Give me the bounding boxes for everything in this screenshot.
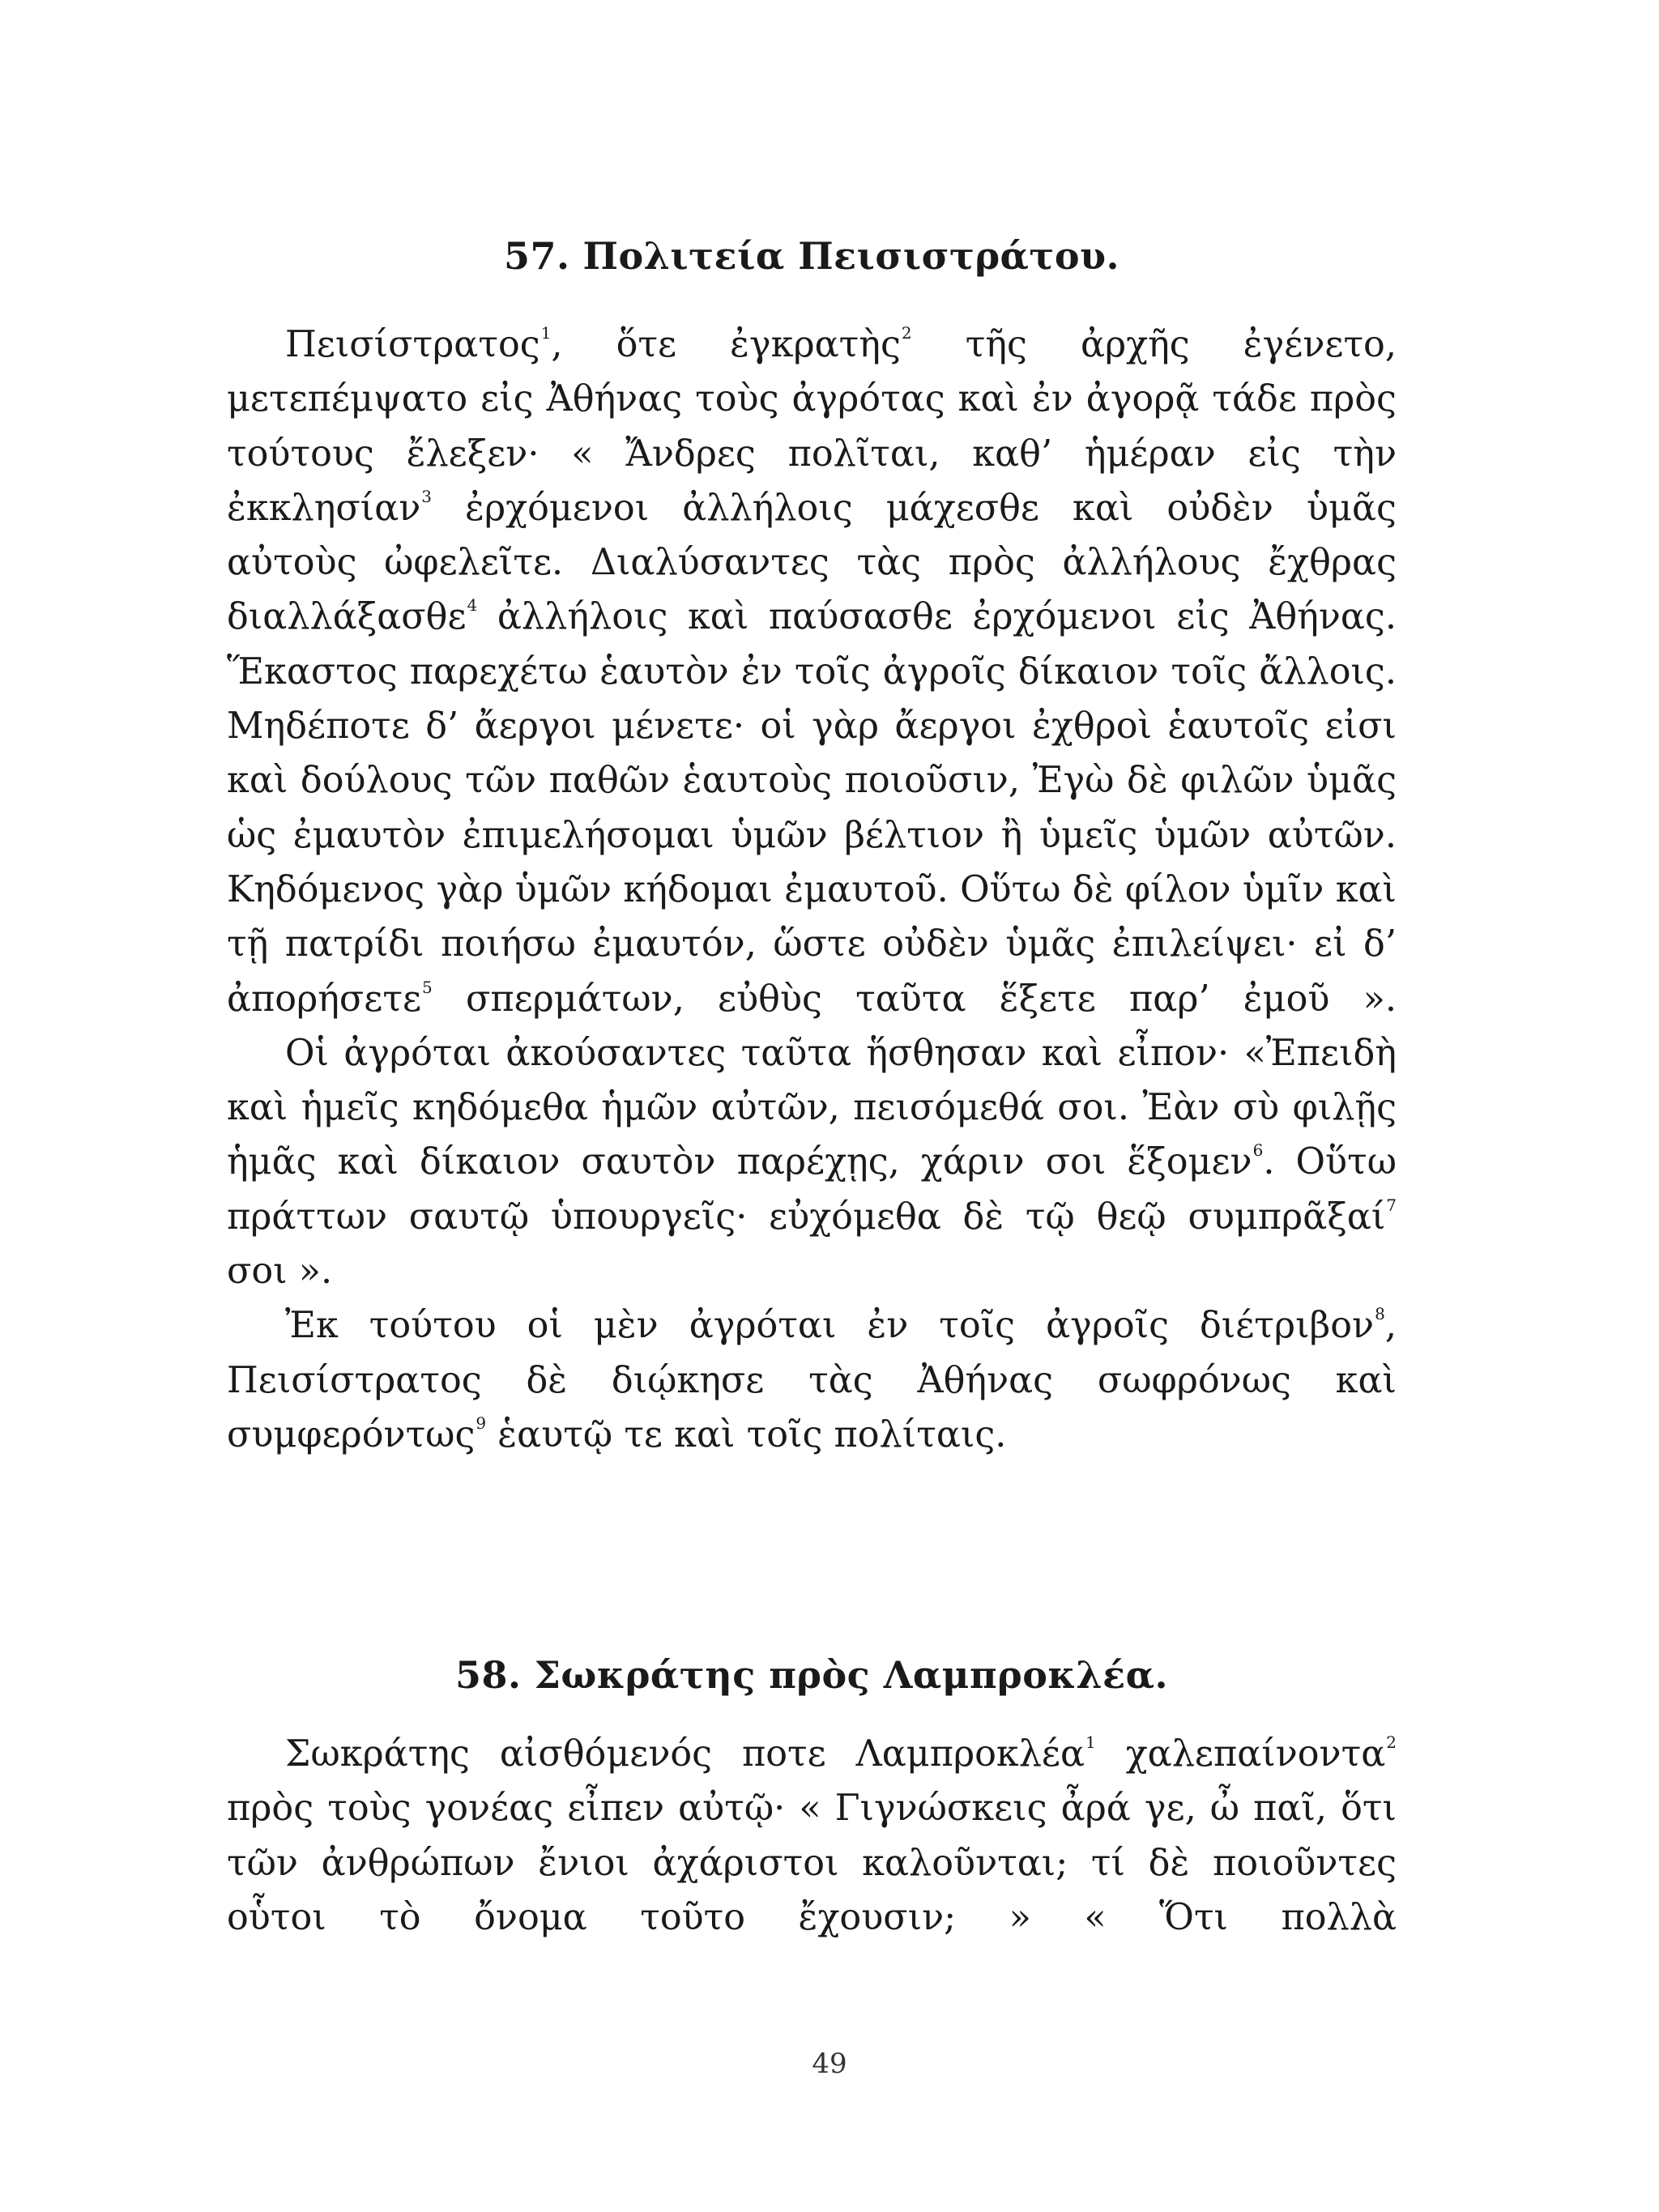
paragraph: [227, 318, 1397, 1026]
text-run: ἐρχόμενοι ἀλλήλοις μάχεσθε καὶ οὐδὲν ὑμᾶς αὐτοὺς ὠφελεῖτε. Διαλύσαντες τὰς πρὸς ἀλλήλους ἔχθρας διαλλάξασθε: [227, 487, 1397, 638]
section-title: Σωκράτης πρὸς Λαμπροκλέα.: [534, 1653, 1168, 1698]
text-run: σοι ».: [227, 1251, 333, 1293]
text-run: Σωκράτης αἰσθόμενός ποτε Λαμπροκλέα: [285, 1733, 1085, 1775]
section-heading-58: [227, 1651, 1397, 1699]
footnote-marker: 4: [467, 595, 478, 616]
footnote-marker: 8: [1375, 1304, 1385, 1324]
text-run: τῆς ἀρχῆς ἐγένετο, μετεπέμψατο εἰς Ἀθήνας τοὺς ἀγρότας καὶ ἐν ἀγορᾷ τάδε πρὸς τούτους ἔλεξεν· « Ἄνδρες πολῖται, καθ’ ἡμέραν εἰς τὴν ἐκκλησίαν: [227, 324, 1397, 529]
footnote-marker: 2: [1386, 1733, 1397, 1752]
text-run: πρὸς τοὺς γονέας εἶπεν αὐτῷ· « Γιγνώσκεις ἆρά γε, ὦ παῖ, ὅτι τῶν ἀνθρώπων ἔνιοι ἀχάριστοι καλοῦνται; τί δὲ ποιοῦντες οὗτοι τὸ ὄνομα τοῦτο ἔχουσιν; » « Ὅτι πολλὰ: [227, 1788, 1397, 1938]
section-heading-57: [227, 232, 1397, 280]
paragraph: [227, 1298, 1397, 1462]
text-run: ἀλλήλοις καὶ παύσασθε ἐρχόμενοι εἰς Ἀθήνας. Ἕκαστος παρεχέτω ἑαυτὸν ἐν τοῖς ἀγροῖς δίκαιον τοῖς ἄλλοις. Μηδέποτε δ’ ἄεργοι μένετε· οἱ γὰρ ἄεργοι ἐχθροὶ ἑαυτοῖς εἰσι καὶ δούλους τῶν παθῶν ἑαυτοὺς ποιοῦσιν, Ἐγὼ δὲ φιλῶν ὑμᾶς ὡς ἐμαυτὸν ἐπιμελήσομαι ὑμῶν βέλτιον ἢ ὑμεῖς ὑμῶν αὐτῶν. Κηδόμενος γὰρ ὑμῶν κήδομαι ἐμαυτοῦ. Οὕτω δὲ φίλον ὑμῖν καὶ τῇ πατρίδι ποιήσω ἐμαυτόν, ὥστε οὐδὲν ὑμᾶς ἐπιλείψει· εἰ δ’ ἀπορήσετε: [227, 596, 1397, 1020]
text-run: Πεισίστρατος: [285, 324, 540, 365]
footnote-marker: 9: [476, 1413, 487, 1433]
text-run: . Οὕτω πράττων σαυτῷ ὑπουργεῖς· εὐχόμεθα δὲ τῷ θεῷ συμπρᾶξαί: [227, 1141, 1397, 1238]
footnote-marker: 6: [1252, 1140, 1264, 1161]
section-58-body: [227, 1727, 1397, 1945]
text-run: , ὅτε ἐγκρατὴς: [551, 324, 901, 365]
footnote-marker: 2: [901, 323, 912, 343]
footnote-marker: 1: [540, 323, 552, 343]
text-run: ἑαυτῷ τε καὶ τοῖς πολίταις.: [486, 1413, 1007, 1455]
text-run: Ἐκ τούτου οἱ μὲν ἀγρόται ἐν τοῖς ἀγροῖς διέτριβον: [285, 1305, 1375, 1347]
text-run: χαλεπαίνοντα: [1095, 1733, 1386, 1775]
footnote-marker: 7: [1386, 1195, 1397, 1215]
section-57-body: [227, 318, 1397, 1462]
paragraph: [227, 1026, 1397, 1298]
text-run: Οἱ ἀγρόται ἀκούσαντες ταῦτα ἥσθησαν καὶ εἶπον· «Ἐπειδὴ καὶ ἡμεῖς κηδόμεθα ἡμῶν αὐτῶν, πεισόμεθά σοι. Ἐὰν σὺ φιλῇς ἡμᾶς καὶ δίκαιον σαυτὸν παρέχῃς, χάριν σοι ἕξομεν: [227, 1032, 1397, 1183]
section-number: 58.: [454, 1653, 522, 1698]
section-title: Πολιτεία Πεισιστράτου.: [582, 234, 1120, 279]
page-number: 49: [812, 2048, 847, 2080]
footnote-marker: 3: [421, 486, 433, 506]
footnote-marker: 5: [422, 977, 433, 997]
paragraph: [227, 1727, 1397, 1945]
text-run: σπερμάτων, εὐθὺς ταῦτα ἕξετε παρ’ ἐμοῦ ».: [432, 978, 1397, 1020]
footnote-marker: 1: [1085, 1733, 1096, 1752]
text-run: , Πεισίστρατος δὲ διῴκησε τὰς Ἀθήνας σωφρόνως καὶ συμφερόντως: [227, 1305, 1397, 1455]
section-number: 57.: [503, 234, 570, 279]
